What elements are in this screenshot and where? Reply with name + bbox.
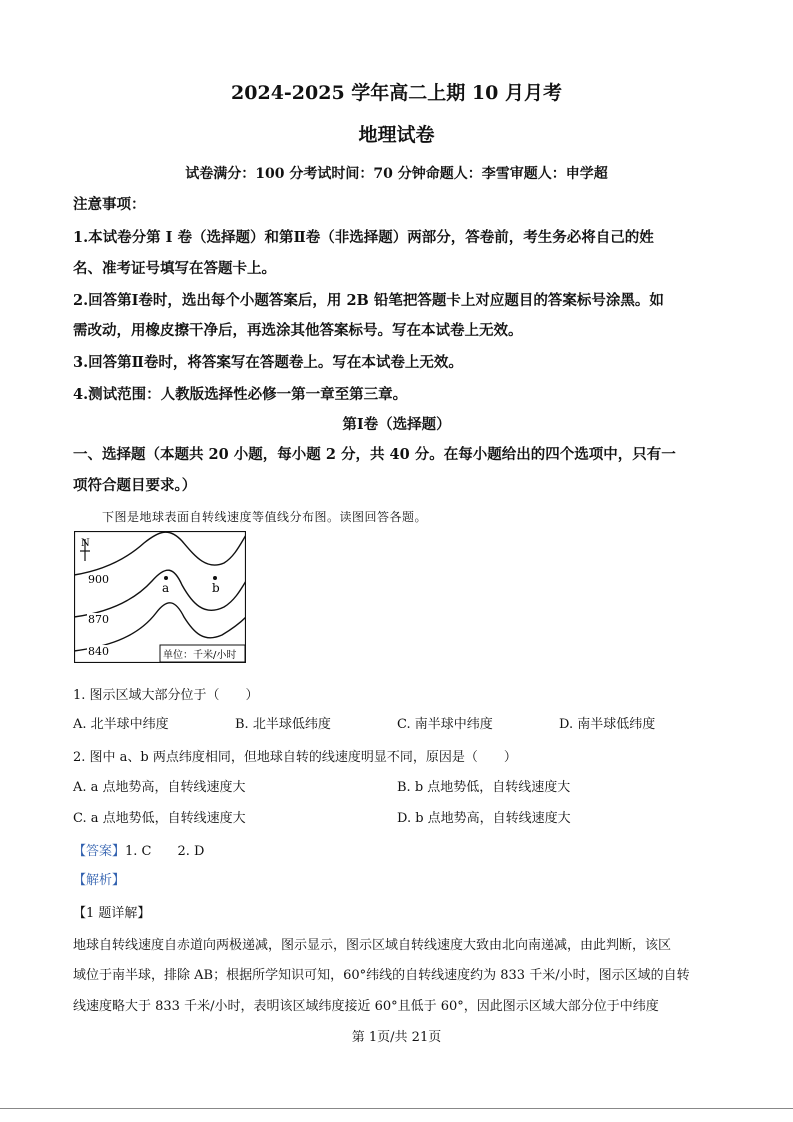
exam-title: 2024-2025 学年高二上期 10 月月考 — [231, 82, 562, 104]
analysis-detail-heading: 【1 题详解】 — [73, 906, 151, 921]
notice-heading: 注意事项： — [73, 196, 146, 213]
answer-row — [73, 840, 204, 859]
question-1-option-a: A. 北半球中纬度 — [73, 717, 169, 732]
question-1-stem: 1. 图示区域大部分位于（ ） — [73, 688, 259, 703]
notice-item: 3.回答第Ⅱ卷时，将答案写在答题卷上。写在本试卷上无效。 — [73, 354, 463, 371]
notice-item: 需改动，用橡皮擦干净后，再选涂其他答案标号。写在本试卷上无效。 — [73, 322, 523, 339]
exam-meta: 试卷满分：100 分考试时间：70 分钟命题人：李雪审题人：申学超 — [185, 166, 608, 182]
question-2-option-a: A. a 点地势高，自转线速度大 — [73, 780, 246, 795]
point-b-label: b — [212, 581, 220, 595]
analysis-line: 地球自转线速度自赤道向两极递减，图示显示，图示区域自转线速度大致由北向南递减，由此判断，该区 — [73, 938, 672, 953]
part1-heading: 第Ⅰ卷（选择题） — [342, 416, 451, 433]
analysis-line: 线速度略大于 833 千米/小时，表明该区域纬度接近 60°且低于 60°，因此图示区域大部分位于中纬度 — [73, 999, 659, 1014]
answer-text: 1. C 2. D — [125, 844, 205, 859]
map-frame — [75, 532, 246, 663]
page-number: 第 1页/共 21页 — [351, 1030, 442, 1045]
point-b-marker — [213, 576, 217, 580]
notice-item: 2.回答第Ⅰ卷时，选出每个小题答案后，用 2B 铅笔把答题卡上对应题目的答案标号涂黑。如 — [73, 292, 664, 309]
analysis-tag: 【解析】 — [73, 873, 126, 888]
question-1-option-c: C. 南半球中纬度 — [397, 717, 493, 732]
point-a-marker — [164, 576, 168, 580]
question-2-option-b: B. b 点地势低，自转线速度大 — [397, 780, 571, 795]
isoline-label-900: 900 — [88, 573, 109, 586]
unit-label: 单位：千米/小时 — [163, 650, 237, 661]
notice-item: 1.本试卷分第 I 卷（选择题）和第Ⅱ卷（非选择题）两部分，答卷前，考生务必将自己的姓 — [73, 229, 654, 246]
exam-subject: 地理试卷 — [358, 124, 435, 146]
question-stem-intro: 下图是地球表面自转线速度等值线分布图。读图回答各题。 — [102, 510, 428, 524]
question-2-option-c: C. a 点地势低，自转线速度大 — [73, 811, 246, 826]
question-1-option-b: B. 北半球低纬度 — [235, 717, 331, 732]
notice-item: 名、准考证号填写在答题卡上。 — [73, 260, 276, 277]
isoline-label-840: 840 — [88, 645, 109, 658]
question-2-stem: 2. 图中 a、b 两点纬度相同，但地球自转的线速度明显不同，原因是（ ） — [73, 750, 517, 765]
question-2-option-d: D. b 点地势高，自转线速度大 — [397, 811, 571, 826]
section-heading-line2: 项符合题目要求。） — [73, 477, 197, 494]
page-bottom-divider — [0, 1108, 793, 1109]
analysis-line: 域位于南半球，排除 AB；根据所学知识可知，60°纬线的自转线速度约为 833 千米/小时，图示区域的自转 — [73, 968, 690, 983]
isoline-label-870: 870 — [88, 613, 109, 626]
question-1-option-d: D. 南半球低纬度 — [559, 717, 656, 732]
answer-tag: 【答案】 — [73, 844, 126, 859]
north-label: N — [81, 538, 90, 549]
isoline-map-figure — [74, 531, 246, 663]
section-heading-line1: 一、选择题（本题共 20 小题，每小题 2 分，共 40 分。在每小题给出的四个选项中，只有一 — [73, 446, 676, 463]
point-a-label: a — [162, 581, 170, 595]
notice-item: 4.测试范围：人教版选择性必修一第一章至第三章。 — [73, 386, 408, 403]
